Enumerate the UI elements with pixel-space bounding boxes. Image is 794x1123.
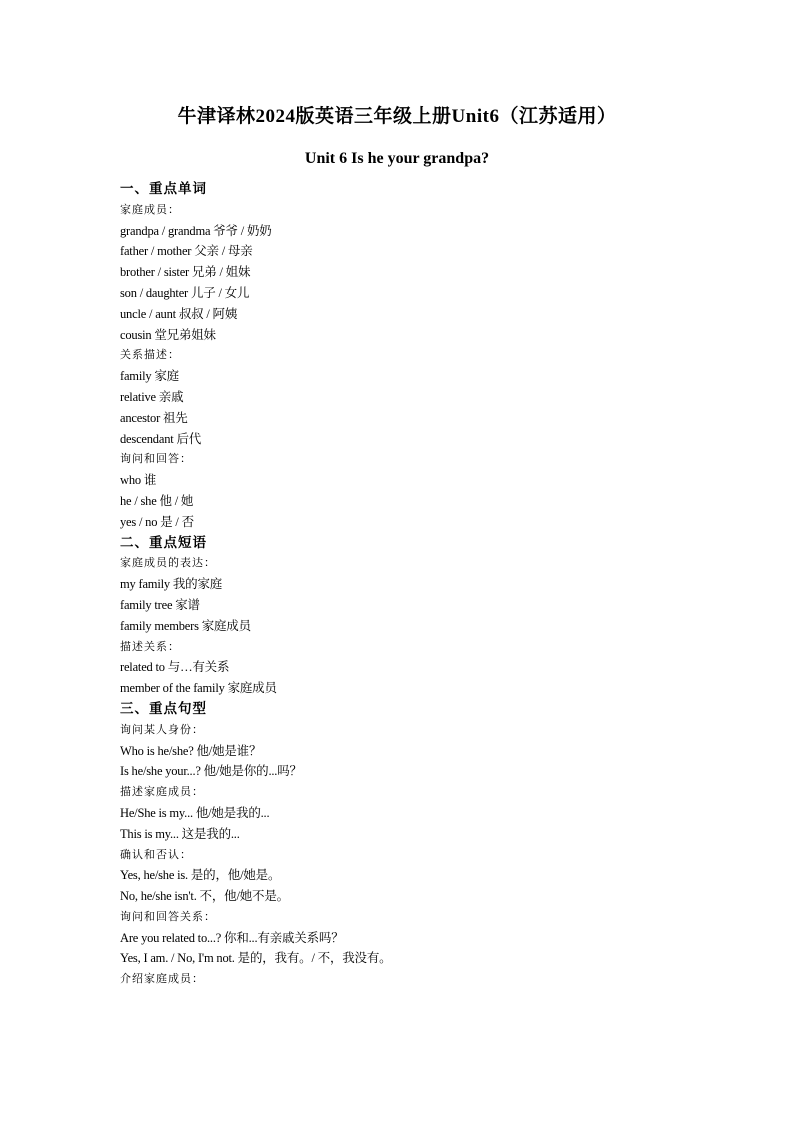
vocab-line: Who is he/she? 他/她是谁？: [120, 743, 262, 758]
category-label: 询问和回答关系：: [120, 910, 216, 923]
vocab-line: Is he/she your...? 他/她是你的...吗？: [120, 764, 302, 779]
vocab-line: member of the family 家庭成员: [120, 681, 277, 696]
vocab-line: family tree 家谱: [120, 597, 200, 612]
section-heading: 二、重点短语: [120, 534, 207, 550]
vocab-line: who 谁: [120, 473, 157, 488]
category-label: 家庭成员的表达：: [120, 557, 216, 570]
category-label: 关系描述：: [120, 349, 180, 362]
vocab-line: ancestor 祖先: [120, 410, 188, 425]
category-label: 描述关系：: [120, 640, 180, 653]
document-subtitle: Unit 6 Is he your grandpa?: [304, 150, 490, 167]
document-body: [120, 179, 680, 990]
vocab-line: No, he/she isn't. 不，他/她不是。: [120, 889, 289, 904]
category-label: 确认和否认：: [120, 848, 192, 861]
category-label: 询问某人身份：: [120, 723, 204, 736]
vocab-line: brother / sister 兄弟 / 姐妹: [120, 265, 251, 280]
vocab-line: He/She is my... 他/她是我的...: [120, 805, 270, 820]
vocab-line: related to 与…有关系: [120, 660, 230, 675]
vocab-line: Yes, I am. / No, I'm not. 是的，我有。/ 不，我没有。: [120, 951, 392, 966]
vocab-line: grandpa / grandma 爷爷 / 奶奶: [120, 223, 272, 238]
section-heading: 三、重点句型: [120, 700, 207, 716]
document-title: 牛津译林2024版英语三年级上册Unit6（江苏适用）: [177, 106, 617, 127]
vocab-line: yes / no 是 / 否: [120, 514, 194, 529]
category-label: 描述家庭成员：: [120, 786, 204, 799]
vocab-line: son / daughter 儿子 / 女儿: [120, 285, 250, 300]
vocab-line: uncle / aunt 叔叔 / 阿姨: [120, 306, 238, 321]
vocab-line: Yes, he/she is. 是的，他/她是。: [120, 868, 281, 883]
vocab-line: father / mother 父亲 / 母亲: [120, 244, 253, 259]
category-label: 家庭成员：: [120, 203, 180, 216]
vocab-line: This is my... 这是我的...: [120, 826, 240, 841]
vocab-line: family members 家庭成员: [120, 618, 251, 633]
vocab-line: descendant 后代: [120, 431, 202, 446]
vocab-line: family 家庭: [120, 369, 179, 384]
vocab-line: Are you related to...? 你和...有亲戚关系吗？: [120, 930, 344, 945]
category-label: 介绍家庭成员：: [120, 973, 204, 986]
section-heading: 一、重点单词: [120, 181, 207, 196]
vocab-line: my family 我的家庭: [120, 577, 223, 592]
category-label: 询问和回答：: [120, 453, 192, 466]
vocab-line: he / she 他 / 她: [120, 493, 194, 508]
vocab-line: cousin 堂兄弟姐妹: [120, 327, 216, 342]
vocab-line: relative 亲戚: [120, 389, 184, 404]
